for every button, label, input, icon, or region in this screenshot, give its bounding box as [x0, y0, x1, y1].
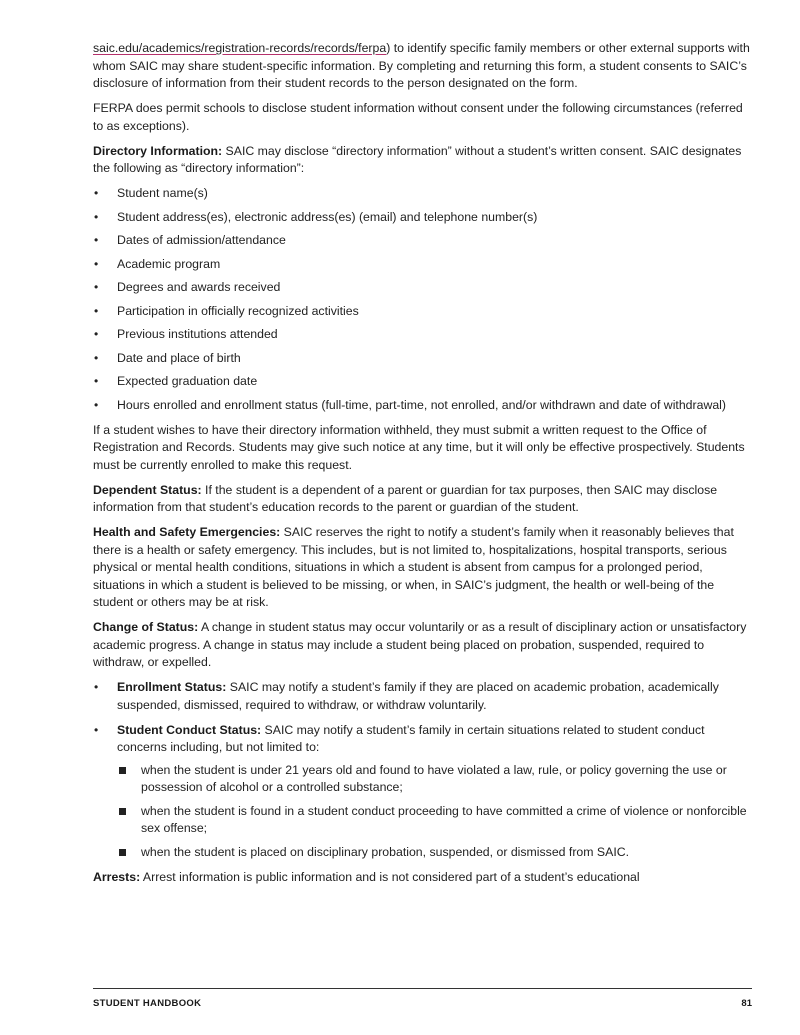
bullet-icon: •: [94, 397, 99, 412]
dependent-text: If the student is a dependent of a parent or guardian for tax purposes, then SAIC may disclose information from that student’s education records to the parent or guardian of the student.: [93, 482, 718, 514]
ferpa-link[interactable]: saic.edu/academics/registration-records/records/ferpa: [93, 41, 387, 55]
exceptions-intro: FERPA does permit schools to disclose student information without consent under the following circumstances (referred to as exceptions).: [93, 101, 743, 133]
footer-title: STUDENT HANDBOOK: [93, 998, 202, 1009]
change-heading: Change of Status:: [93, 620, 199, 634]
list-item: • Student name(s): [93, 185, 750, 203]
bullet-icon: •: [94, 233, 99, 247]
bullet-icon: •: [94, 374, 99, 388]
footer-divider: [93, 988, 752, 989]
bullet-icon: •: [94, 350, 99, 365]
intro-paragraph: [93, 40, 750, 93]
enrollment-heading: Enrollment Status:: [117, 680, 227, 694]
arrests-text: Arrest information is public information and is not considered part of a student’s educational: [140, 869, 640, 884]
list-item: when the student is found in a student conduct proceeding to have committed a crime of violence or nonforcible sex offense;: [117, 803, 750, 838]
bullet-icon: •: [94, 680, 99, 694]
change-paragraph: [93, 619, 750, 672]
list-item: • Dates of admission/attendance: [93, 232, 750, 250]
list-item: when the student is under 21 years old and found to have violated a law, rule, or policy governing the use or possession of alcohol or a controlled substance;: [117, 762, 750, 797]
bullet-icon: •: [94, 186, 99, 200]
dependent-heading: Dependent Status:: [93, 482, 202, 497]
page-number: 81: [741, 998, 752, 1009]
directory-list: [93, 185, 750, 414]
list-item: • Student address(es), electronic address(es) (email) and telephone number(s): [93, 209, 750, 227]
health-heading: Health and Safety Emergencies:: [93, 525, 281, 539]
bullet-icon: •: [94, 280, 99, 294]
intro-text: ) to identify specific family members or other external supports with whom SAIC may share student-specific information. By completing and returning this form, a student consents to SAIC’s disclosure of information from their student records to the person designated on the form.: [93, 41, 750, 90]
health-text: SAIC reserves the right to notify a student’s family when it reasonably believes that there is a health or safety emergency. This includes, but is not limited to, hospitalizations, hospital transports, serious physical or mental health conditions, situations in which a student is absent from campus for a prolonged period, situations in which a student is believed to be missing, or when, in SAIC’s judgment, the health or well-being of the student or others may be at risk.: [93, 525, 734, 609]
bullet-icon: •: [94, 722, 99, 737]
status-list: [93, 679, 750, 861]
square-bullet-icon: [119, 767, 126, 774]
document-body: [93, 40, 750, 894]
arrests-paragraph: [93, 869, 750, 887]
health-paragraph: [93, 524, 750, 612]
bullet-icon: •: [94, 256, 99, 271]
list-item: when the student is placed on disciplinary probation, suspended, or dismissed from SAIC.: [117, 844, 750, 862]
directory-paragraph: [93, 143, 750, 178]
bullet-icon: •: [94, 303, 99, 318]
list-item: • Participation in officially recognized activities: [93, 303, 750, 321]
arrests-heading: Arrests:: [93, 869, 141, 884]
square-bullet-icon: [119, 808, 126, 815]
list-item: [93, 679, 750, 714]
enrollment-text: SAIC may notify a student’s family if they are placed on academic probation, academically suspended, dismissed, required to withdraw, or withdraw voluntarily.: [117, 680, 719, 712]
list-item: • Academic program: [93, 256, 750, 274]
bullet-icon: •: [94, 327, 99, 341]
conduct-heading: Student Conduct Status:: [117, 722, 262, 737]
directory-heading: Directory Information:: [93, 143, 223, 158]
list-item: • Expected graduation date: [93, 373, 750, 391]
bullet-icon: •: [94, 209, 99, 224]
withhold-paragraph: If a student wishes to have their directory information withheld, they must submit a written request to the Office of Registration and Records. Students may give such notice at any time, but it will only be effective prospectively. Students must be currently enrolled to make this request.: [93, 422, 745, 472]
square-bullet-icon: [119, 849, 126, 856]
list-item: [93, 722, 750, 862]
list-item: • Degrees and awards received: [93, 279, 750, 297]
change-text: A change in student status may occur voluntarily or as a result of disciplinary action or unsatisfactory academic progress. A change in status may include a student being placed on probation, suspended, required to withdraw, or expelled.: [93, 620, 747, 669]
list-item: • Date and place of birth: [93, 350, 750, 368]
list-item: • Hours enrolled and enrollment status (full-time, part-time, not enrolled, and/or withdrawn and date of withdrawal): [93, 397, 750, 415]
dependent-paragraph: [93, 482, 750, 517]
directory-text: SAIC may disclose “directory information” without a student’s written consent. SAIC designates the following as “directory information”:: [93, 143, 742, 175]
conduct-sublist: [117, 762, 750, 862]
conduct-text: SAIC may notify a student’s family in certain situations related to student conduct concerns including, but not limited to:: [117, 722, 705, 754]
list-item: • Previous institutions attended: [93, 326, 750, 344]
